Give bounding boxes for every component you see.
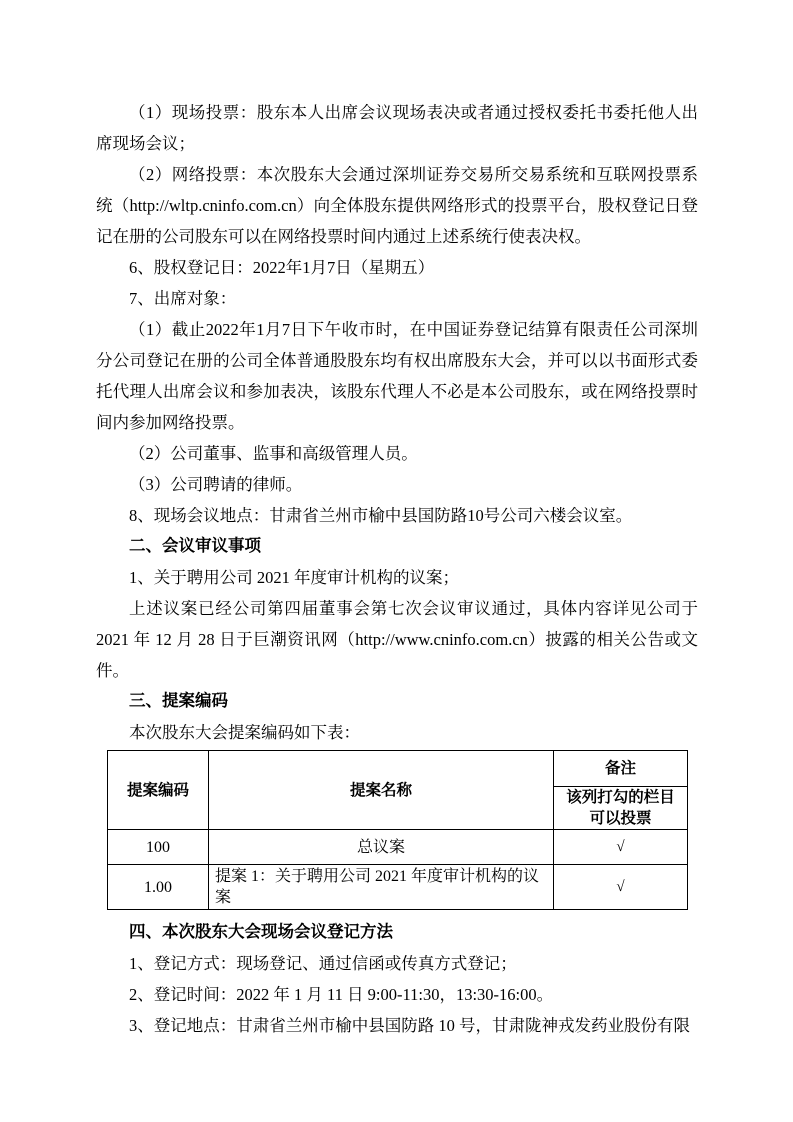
table-row: [108, 865, 688, 910]
item-attendee-directors: （2）公司董事、监事和高级管理人员。: [129, 444, 418, 463]
table-header-row: [108, 751, 688, 787]
proposal-code-table: [107, 750, 688, 910]
cell-code: 100: [108, 830, 209, 865]
item-register-place: 3、登记地点：甘肃省兰州市榆中县国防路 10 号，甘肃陇神戎发药业股份有限: [129, 1016, 690, 1035]
heading-registration-method: 四、本次股东大会现场会议登记方法: [129, 923, 393, 941]
item-proposal-audit: 1、关于聘用公司 2021 年度审计机构的议案；: [129, 568, 459, 587]
cell-remark-checkmark: √: [554, 865, 688, 910]
cell-code: 1.00: [108, 865, 209, 910]
para-voting-online: （2）网络投票：本次股东大会通过深圳证券交易所交易系统和互联网投票系统（http://wltp.cninfo.com.cn）向全体股东提供网络形式的投票平台，股权登记日登记在册的公司股东可以在网络投票时间内通过上述系统行使表决权。: [96, 165, 698, 246]
item-attendees-label: 7、出席对象：: [129, 289, 237, 308]
para-table-intro: 本次股东大会提案编码如下表：: [129, 723, 360, 742]
item-meeting-venue: 8、现场会议地点：甘肃省兰州市榆中县国防路10号公司六楼会议室。: [129, 506, 633, 525]
item-record-date: 6、股权登记日：2022年1月7日（星期五）: [129, 258, 435, 277]
cell-remark-checkmark: √: [554, 830, 688, 865]
para-proposal-approved: 上述议案已经公司第四届董事会第七次会议审议通过，具体内容详见公司于 2021 年 12 月 28 日于巨潮资讯网（http://www.cninfo.com.cn）披露的相关公告或文件。: [96, 599, 698, 680]
para-voting-onsite: （1）现场投票：股东本人出席会议现场表决或者通过授权委托书委托他人出席现场会议；: [96, 103, 698, 153]
header-cell-remark: 备注: [554, 751, 688, 787]
table-row: [108, 830, 688, 865]
header-cell-remark-sub: 该列打勾的栏目可以投票: [554, 787, 688, 830]
item-attendee-lawyer: （3）公司聘请的律师。: [129, 475, 303, 494]
cell-name: 提案 1：关于聘用公司 2021 年度审计机构的议案: [209, 865, 554, 910]
heading-review-matters: 二、会议审议事项: [129, 537, 261, 555]
item-register-way: 1、登记方式：现场登记、通过信函或传真方式登记；: [129, 954, 517, 973]
cell-name: 总议案: [209, 830, 554, 865]
page-body: [96, 97, 698, 1041]
item-register-time: 2、登记时间：2022 年 1 月 11 日 9:00-11:30，13:30-16:00。: [129, 985, 554, 1004]
para-attendee-shareholders: （1）截止2022年1月7日下午收市时，在中国证券登记结算有限责任公司深圳分公司登记在册的公司全体普通股股东均有权出席股东大会，并可以以书面形式委托代理人出席会议和参加表决，该股东代理人不必是本公司股东，或在网络投票时间内参加网络投票。: [96, 320, 698, 432]
heading-proposal-codes: 三、提案编码: [129, 692, 228, 710]
header-cell-proposal-code: 提案编码: [108, 751, 209, 830]
header-cell-proposal-name: 提案名称: [209, 751, 554, 830]
